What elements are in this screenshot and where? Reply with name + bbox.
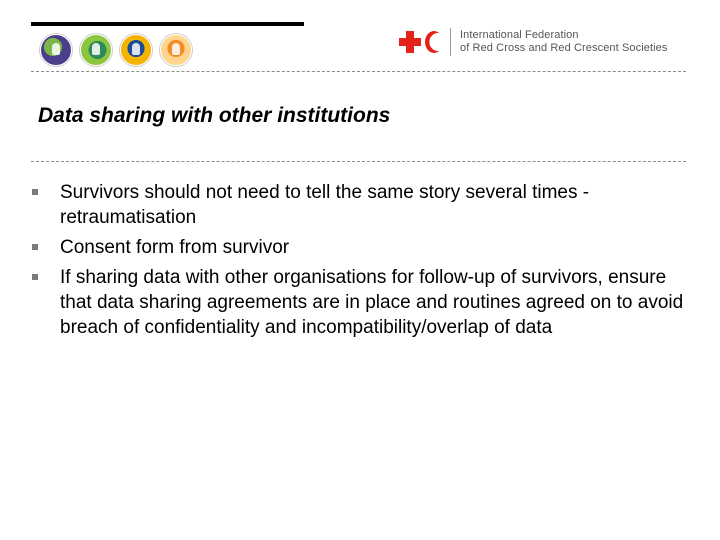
bullet-list [32, 180, 692, 345]
logo-divider [450, 28, 451, 56]
bullet-item [32, 180, 692, 230]
ifrc-logo [399, 28, 668, 56]
slide-title: Data sharing with other institutions [38, 104, 391, 127]
bullet-item [32, 265, 692, 340]
organization-name-line2: of Red Cross and Red Crescent Societies [460, 42, 668, 54]
header-divider [31, 71, 686, 72]
bullet-item [32, 235, 692, 260]
bullet-text: Survivors should not need to tell the same story several times - retraumatisation [60, 182, 590, 228]
red-cross-red-crescent-icon [399, 31, 443, 53]
bullet-square-icon [32, 274, 38, 280]
bullet-text: Consent form from survivor [60, 237, 290, 258]
title-divider [31, 161, 686, 162]
partner-icon-row [40, 34, 192, 66]
header-accent-bar [31, 22, 304, 26]
red-crescent-icon [425, 31, 443, 53]
child-icon [40, 34, 72, 66]
woman-child-icon [160, 34, 192, 66]
bullet-text: If sharing data with other organisations for follow-up of survivors, ensure that data sharing agreements are in place and routines agreed on to avoid breach of confidentiality and incompatibility/overlap of data [60, 267, 684, 338]
organization-name [460, 29, 668, 55]
bullet-square-icon [32, 189, 38, 195]
organization-name-line1: International Federation [460, 29, 579, 41]
bullet-square-icon [32, 244, 38, 250]
red-cross-icon [399, 31, 421, 53]
family-icon [120, 34, 152, 66]
door-icon [80, 34, 112, 66]
